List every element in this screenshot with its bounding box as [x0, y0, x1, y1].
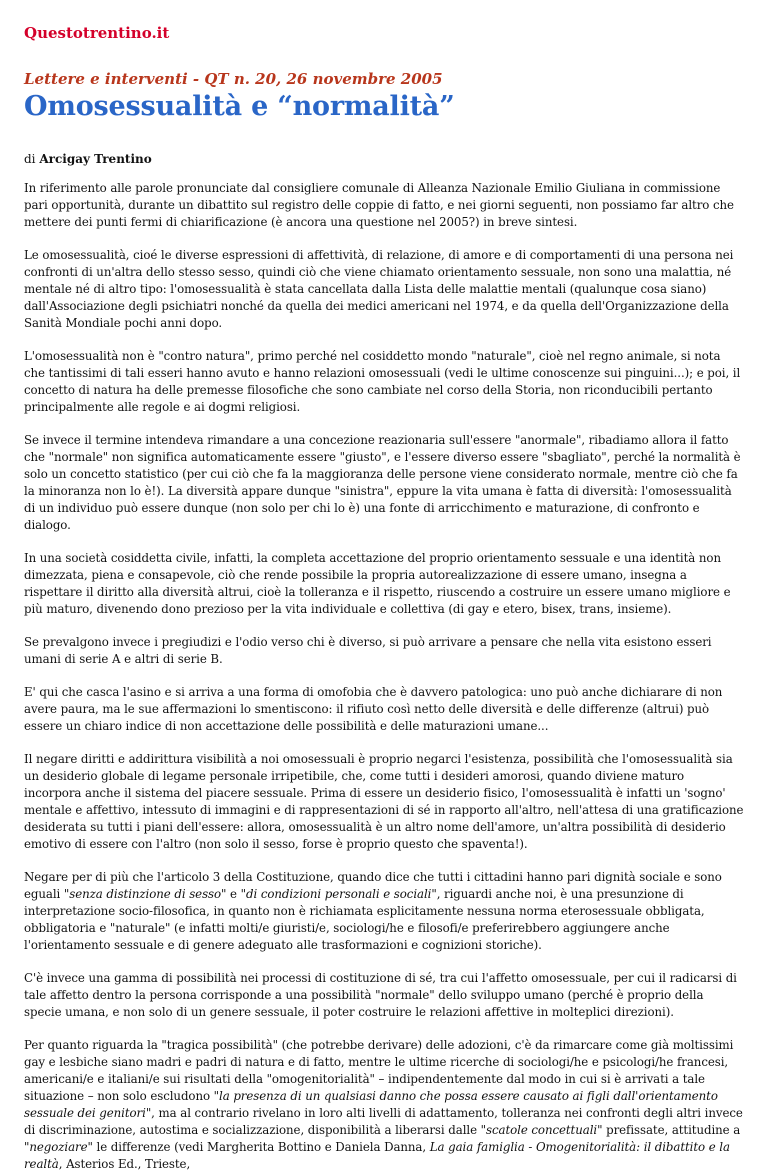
paragraph-2: Le omosessualità, cioé le diverse espressioni di affettività, di relazione, di amore e di comportamenti di una persona nei confronti di un'altra dello stesso sesso, quindi ciò che viene chiamato orientamento sessuale, non sono una malattia, né mentale né di altro tipo: l'omosessualità è stata cancellata dalla Lista delle malattie mentali (qualunque cosa siano) dall'Associazione degli psichiatri nonché da quella dei medici americani nel 1974, e da quella dell'Organizzazione della Sanità Mondiale pochi anni dopo. — [24, 248, 734, 330]
p9-text-a: Negare per di più che l'articolo 3 della Costituzione, quando dice che tutti i cittadini hanno pari dignità sociale e sono eguali — [24, 870, 722, 901]
paragraph-4: Se invece il termine intendeva rimandare a una concezione reazionaria sull'essere "anormale", ribadiamo allora il fatto che "normale" non significa automaticamente essere "giusto", e l'essere diverso essere "sbagliato", perché la normalità è solo un concetto statistico (per cui ciò che fa la maggioranza delle persone viene considerato normale, mentre ciò che fa la minoranza non lo è!). La diversità appare dunque "sinistra", eppure la vita umana è fatta di diversità: l'omosessualità di un individuo può essere dunque (non solo per chi lo è) una fonte di arricchimento e maturazione, di confronto e dialogo. — [24, 433, 741, 532]
byline — [24, 152, 744, 166]
p11-quote-2: "scatole concettuali" — [480, 1123, 603, 1137]
p11-text-d: le differenze (vedi Margherita Bottino e Daniela Danna, — [92, 1140, 430, 1154]
paragraph-6: Se prevalgono invece i pregiudizi e l'odio verso chi è diverso, si può arrivare a pensare che nella vita esistono esseri umani di serie A e altri di serie B. — [24, 635, 712, 666]
paragraph-9 — [24, 869, 744, 954]
author-name: Arcigay Trentino — [39, 152, 152, 166]
p9-text-b: e — [226, 887, 241, 901]
p9-quote-1: "senza distinzione di sesso" — [63, 887, 227, 901]
p11-text-e: , Asterios Ed., Trieste, — [58, 1157, 191, 1171]
paragraph-7: E' qui che casca l'asino e si arriva a una forma di omofobia che è davvero patologica: uno può anche dichiarare di non avere paura, ma le sue affermazioni lo smentiscono: il rifiuto così netto delle diversità e delle differenze (altrui) può essere un chiaro indice di non accettazione delle possibilità e delle maturazioni umane... — [24, 685, 723, 733]
paragraph-3: L'omosessualità non è "contro natura", primo perché nel cosiddetto mondo "naturale", cioè nel regno animale, si nota che tantissimi di tali esseri hanno avuto e hanno relazioni omosessuali (vedi le ultime conoscenze sui pinguini...); e poi, il concetto di natura ha delle premesse filosofiche che sono cambiate nel corso della Storia, non riconducibili pertanto principalmente alle regole e ai dogmi religiosi. — [24, 349, 741, 414]
p11-text-a: Per quanto riguarda la "tragica possibilità" (che potrebbe derivare) delle adozioni, c'è da rimarcare come già moltissimi gay e lesbiche siano madri e padri di natura e di fatto, mentre le ultime ricerche di sociologi/he e psicologi/he francesi, americani/e e italiani/e sui risultati della "omogenitorialità" – indipendentemente dal modo in cui si è arrivati a tale situazione – non solo escludono — [24, 1038, 734, 1103]
article-rubric: Lettere e interventi - QT n. 20, 26 novembre 2005 — [24, 70, 443, 88]
p9-quote-2: "di condizioni personali e sociali" — [240, 887, 437, 901]
article-body — [24, 180, 744, 1173]
paragraph-1: In riferimento alle parole pronunciate dal consigliere comunale di Alleanza Nazionale Emilio Giuliana in commissione pari opportunità, durante un dibattito sul registro delle coppie di fatto, e nei giorni seguenti, non possiamo far altro che mettere dei punti fermi di chiarificazione (è ancora una questione nel 2005?) in breve sintesi. — [24, 181, 734, 229]
paragraph-8: Il negare diritti e addirittura visibilità a noi omosessuali è proprio negarci l'esistenza, possibilità che l'omosessualità sia un desiderio globale di legame personale irripetibile, che, come tutti i desideri amorosi, quando diviene maturo incorpora anche il sistema del piacere sessuale. Prima di essere un desiderio fisico, l'omosessualità è infatti un 'sogno' mentale e affettivo, intessuto di immagini e di rappresentazioni di sé in rapporto all'altro, nell'attesa di una gratificazione desiderata su tutti i piani dell'essere: allora, omosessualità è un altro nome dell'amore, un'altra possibilità di desiderio emotivo di essere con l'altro (non solo il sesso, forse è proprio questo che spaventa!). — [24, 752, 744, 851]
byline-prefix: di — [24, 152, 36, 166]
p11-book-title: La gaia famiglia - Omogenitorialità: il dibattito e la realtà — [24, 1140, 730, 1171]
p11-quote-3: "negoziare" — [24, 1140, 93, 1154]
article-title: Omosessualità e “normalità” — [24, 91, 455, 122]
paragraph-10: C'è invece una gamma di possibilità nei processi di costituzione di sé, tra cui l'affetto omosessuale, per cui il radicarsi di tale affetto dentro la persona corrisponde a una possibilità "normale" dello sviluppo umano (perché è proprio della specie umana, e non solo di un genere sessuale, il poter costruire le relazioni affettive in molteplici direzioni). — [24, 971, 737, 1019]
paragraph-11 — [24, 1037, 744, 1173]
p9-text-c: , riguardi anche noi, è una presunzione di interpretazione socio-filosofica, in quanto non è richiamata esplicitamente nessuna norma eterosessuale obbligata, obbligatoria e "naturale" (e infatti molti/e giuristi/e, sociologi/he e filosofi/e preferirebbero aggiungere anche l'orientamento sessuale e di genere adeguato alle trasformazioni e cognizioni storiche). — [24, 887, 705, 952]
site-name-link[interactable]: Questotrentino.it — [24, 24, 170, 42]
p11-text-b: , ma al contrario rivelano in loro alti livelli di adattamento, tolleranza nei confronti degli altri invece di discriminazione, autostima e socializzazione, disponibilità a liberarsi dalle — [24, 1106, 743, 1137]
paragraph-5: In una società cosiddetta civile, infatti, la completa accettazione del proprio orientamento sessuale e una identità non dimezzata, piena e consapevole, ciò che rende possibile la propria autorealizzazione di essere umano, insegna a rispettare il diritto alla diversità altrui, cioè la tolleranza e il rispetto, riuscendo a costruire un essere umano migliore e più maturo, divenendo dono prezioso per la vita individuale e collettiva (di gay e etero, bisex, trans, insieme). — [24, 551, 731, 616]
p11-text-c: prefissate, attitudine a — [602, 1123, 741, 1137]
p11-quote-1: "la presenza di un qualsiasi danno che possa essere causato ai figli dall'orientamento sessuale dei genitori" — [24, 1089, 718, 1120]
